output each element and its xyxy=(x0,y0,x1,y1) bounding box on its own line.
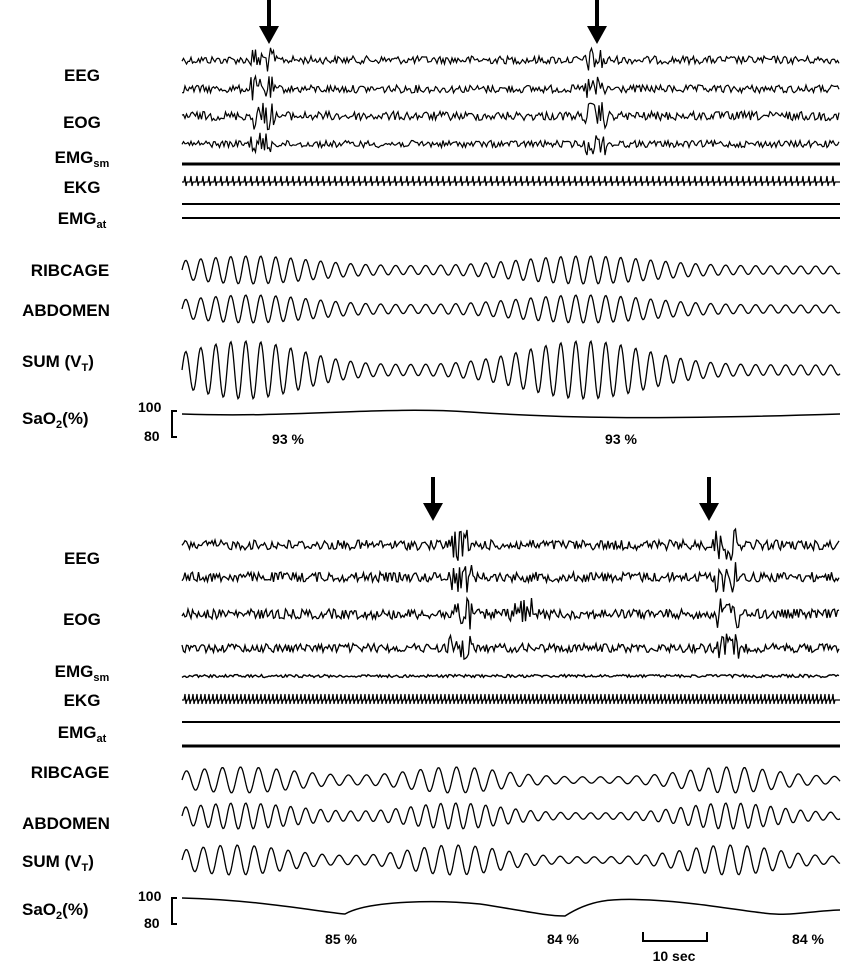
p1-sat-label-1: 93 % xyxy=(272,431,304,447)
p2-sao2-scale-bottom: 80 xyxy=(144,915,160,931)
p1-eeg-trace-2 xyxy=(182,76,839,100)
p1-arousal-arrow-1 xyxy=(257,0,281,46)
p1-label-abdomen: ABDOMEN xyxy=(22,301,110,320)
p1-sao2-scale-bottom: 80 xyxy=(144,428,160,444)
p2-label-abdomen: ABDOMEN xyxy=(22,814,110,833)
p2-arousal-arrow-1 xyxy=(421,477,445,523)
p1-label-sao2: SaO$_2$(%) xyxy=(22,409,89,431)
p1-label-sum-vt: SUM $(V_T)$ xyxy=(22,352,94,374)
p1-label-eeg: EEG xyxy=(64,66,100,85)
p2-eog-trace-2 xyxy=(182,634,839,660)
p1-ekg-trace xyxy=(182,176,840,186)
p2-emg-sm-trace xyxy=(182,675,839,678)
p2-label-ribcage: RIBCAGE xyxy=(30,763,110,782)
p1-label-ribcage: RIBCAGE xyxy=(30,261,110,280)
p2-sao2-bracket xyxy=(171,897,177,925)
p1-eog-trace-1 xyxy=(182,102,839,129)
p1-label-emg-sm: $EMG_{sm}$ xyxy=(54,148,110,170)
p2-eog-trace-1 xyxy=(182,598,839,629)
p2-label-ekg: EKG xyxy=(63,691,101,710)
p2-sao2-trace xyxy=(182,898,840,916)
p2-label-sao2: SaO$_2$(%) xyxy=(22,900,89,922)
p1-sum-trace xyxy=(182,341,840,399)
p2-label-emg-sm: $EMG_{sm}$ xyxy=(54,662,110,684)
time-scale-bar xyxy=(642,932,708,942)
p1-label-eog: EOG xyxy=(63,113,101,132)
time-scale-label: 10 sec xyxy=(652,948,696,964)
p1-sat-label-2: 93 % xyxy=(605,431,637,447)
p1-label-ekg: EKG xyxy=(63,178,101,197)
p1-sao2-scale-top: 100 xyxy=(138,399,162,415)
p2-ribcage-trace xyxy=(182,767,840,793)
p2-eeg-trace-2 xyxy=(182,562,839,592)
p2-ekg-trace xyxy=(182,694,840,704)
p2-sao2-scale-top: 100 xyxy=(138,888,162,904)
p1-eog-trace-2 xyxy=(182,133,839,155)
p1-arousal-arrow-2 xyxy=(585,0,609,46)
p2-label-emg-at: $EMG_{at}$ xyxy=(57,723,107,745)
p2-sat-label-2: 84 % xyxy=(547,931,579,947)
p2-sat-label-3: 84 % xyxy=(792,931,824,947)
p1-eeg-trace-1 xyxy=(182,48,839,72)
p1-sao2-bracket xyxy=(171,410,177,438)
p2-label-eog: EOG xyxy=(63,610,101,629)
p1-label-emg-at: $EMG_{at}$ xyxy=(57,209,107,231)
p2-sum-trace xyxy=(182,845,840,875)
p2-eeg-trace-1 xyxy=(182,529,839,561)
p2-label-sum-vt: SUM $(V_T)$ xyxy=(22,852,94,874)
p2-sat-label-1: 85 % xyxy=(325,931,357,947)
p2-abdomen-trace xyxy=(182,803,840,829)
p1-abdomen-trace xyxy=(182,295,840,323)
p1-sao2-trace xyxy=(182,410,840,417)
p2-arousal-arrow-2 xyxy=(697,477,721,523)
p2-label-eeg: EEG xyxy=(64,549,100,568)
p1-ribcage-trace xyxy=(182,256,840,284)
